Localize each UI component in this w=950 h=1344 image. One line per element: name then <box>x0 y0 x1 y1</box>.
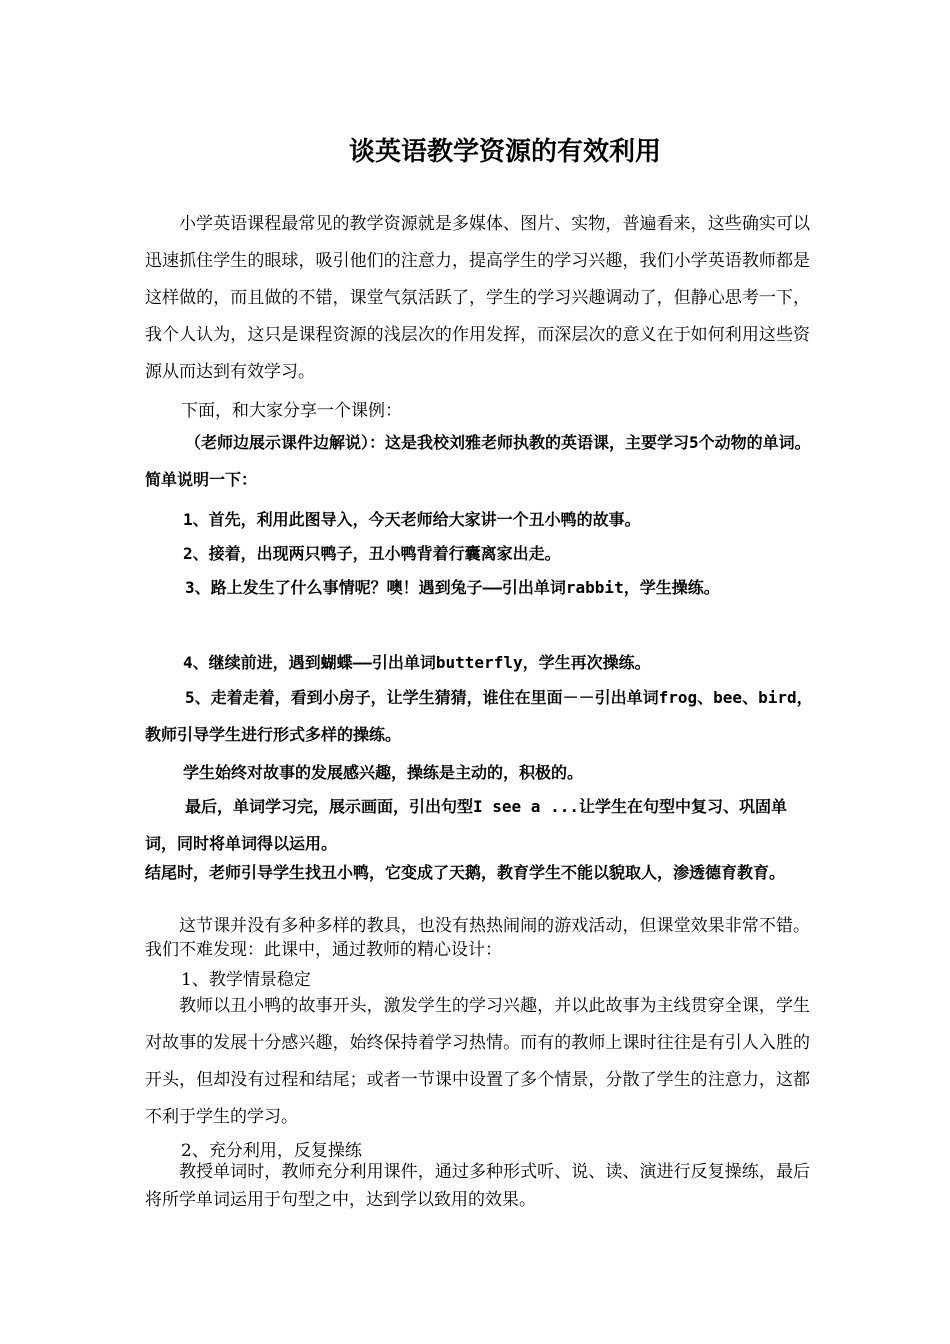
step-5-paragraph: 5、走着走着，看到小房子，让学生猜猜，谁住在里面－－引出单词frog、bee、bird，教师引导学生进行形式多样的操练。 <box>145 688 813 744</box>
step-3-paragraph: 3、路上发生了什么事情呢？噢！遇到兔子——引出单词rabbit，学生操练。 <box>185 578 720 597</box>
point-2-body: 教授单词时，教师充分利用课件，通过多种形式听、说、读、演进行反复操练，最后将所学单词运用于句型之中，达到学以致用的效果。 <box>145 1162 810 1210</box>
step-1-line: 1、首先，利用此图导入，今天老师给大家讲一个丑小鸭的故事。 <box>183 510 641 529</box>
lecture-note-paragraph: （老师边展示课件边解说）：这是我校刘雅老师执教的英语课，主要学习5个动物的单词。简单说明一下： <box>145 433 811 489</box>
point-1-heading: 1、教学情景稳定 <box>181 970 311 990</box>
lesson-effect-paragraph: 这节课并没有多种多样的教具，也没有热热闹闹的游戏活动，但课堂效果非常不错。我们不难发现：此课中，通过教师的精心设计： <box>145 916 810 960</box>
share-intro-line: 下面，和大家分享一个课例： <box>181 401 402 421</box>
step-4-line: 4、继续前进，遇到蝴蝶——引出单词butterfly，学生再次操练。 <box>183 653 651 672</box>
point-2-heading: 2、充分利用，反复操练 <box>181 1141 362 1161</box>
finally-paragraph: 最后，单词学习完，展示画面，引出句型I see a ...让学生在句型中复习、巩固单词，同时将单词得以运用。 <box>145 797 787 853</box>
ending-paragraph: 结尾时，老师引导学生找丑小鸭，它变成了天鹅，教育学生不能以貌取人，渗透德育教育。 <box>145 863 786 882</box>
point-1-body: 教师以丑小鸭的故事开头，激发学生的学习兴趣，并以此故事为主线贯穿全课，学生对故事的发展十分感兴趣，始终保持着学习热情。而有的教师上课时往往是有引人入胜的开头，但却没有过程和结尾；或者一节课中设置了多个情景，分散了学生的注意力，这都不利于学生的学习。 <box>145 996 810 1127</box>
document-title: 谈英语教学资源的有效利用 <box>348 137 661 167</box>
intro-paragraph: 小学英语课程最常见的教学资源就是多媒体、图片、实物，普遍看来，这些确实可以迅速抓住学生的眼球，吸引他们的注意力，提高学生的学习兴趣，我们小学英语教师都是这样做的，而且做的不错，课堂气氛活跃了，学生的学习兴趣调动了，但静心思考一下，我个人认为，这只是课程资源的浅层次的作用发挥，而深层次的意义在于如何利用这些资源从而达到有效学习。 <box>145 214 810 382</box>
step-2-line: 2、接着，出现两只鸭子，丑小鸭背着行囊离家出走。 <box>183 544 561 563</box>
interest-line: 学生始终对故事的发展感兴趣，操练是主动的，积极的。 <box>183 763 584 782</box>
